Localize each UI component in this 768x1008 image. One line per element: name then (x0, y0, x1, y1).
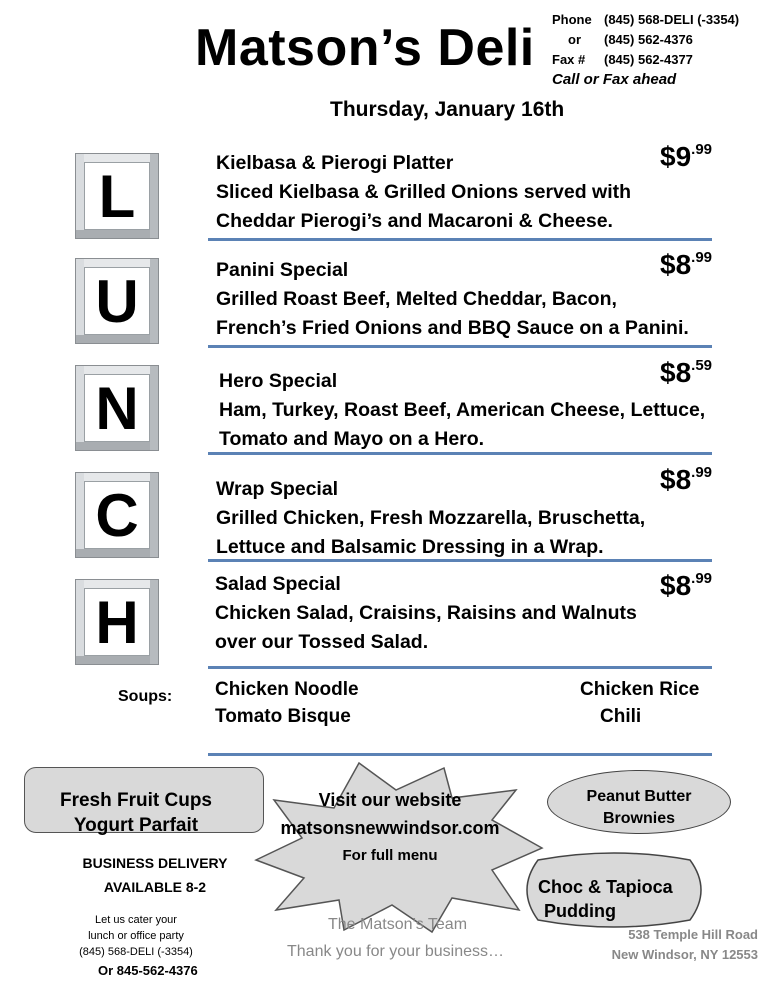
letter-key-u (75, 258, 159, 344)
price-cents: .99 (691, 249, 713, 266)
special-desc-line: Grilled Chicken, Fresh Mozzarella, Bruschetta, (216, 507, 646, 529)
special-item (215, 570, 637, 657)
contact-info (552, 10, 739, 90)
divider (208, 666, 712, 669)
address-line: New Windsor, NY 12553 (611, 947, 758, 962)
special-desc-line: Sliced Kielbasa & Grilled Onions served with (216, 181, 632, 203)
delivery-line: AVAILABLE 8-2 (103, 879, 207, 895)
special-item (216, 256, 689, 343)
or-label: or (568, 32, 581, 47)
catering-note (56, 912, 216, 960)
special-name: Hero Special (219, 370, 338, 392)
special-item (216, 475, 645, 562)
special-price (660, 141, 712, 173)
website-url[interactable]: matsonsnewwindsor.com (280, 818, 500, 838)
special-desc-line: Grilled Roast Beef, Melted Cheddar, Bacon, (216, 288, 617, 310)
thank-you-note: Thank you for your business… (287, 943, 504, 960)
address-line: 538 Temple Hill Road (628, 927, 758, 942)
letter-key-l (75, 153, 159, 239)
pudding-line: Choc & Tapioca (538, 877, 673, 897)
call-note: Call or Fax ahead (552, 71, 677, 88)
delivery-line: BUSINESS DELIVERY (82, 855, 228, 871)
special-name: Salad Special (215, 573, 341, 595)
fax-label: Fax # (552, 52, 586, 67)
divider (208, 345, 712, 348)
price-cents: .99 (691, 464, 713, 481)
website-heading: Visit our website (318, 790, 462, 810)
soup-item: Chili (600, 706, 642, 727)
phone-number: (845) 568-DELI (-3354) (604, 12, 740, 27)
special-name: Panini Special (216, 259, 349, 281)
price-dollars: $8 (660, 357, 692, 388)
special-desc-line: Cheddar Pierogi’s and Macaroni & Cheese. (216, 210, 613, 232)
price-dollars: $8 (660, 249, 692, 280)
fruit-line: Fresh Fruit Cups (59, 790, 212, 811)
fax-number: (845) 562-4377 (604, 52, 693, 67)
special-item (216, 149, 631, 236)
soup-item: Chicken Noodle (215, 679, 359, 700)
pudding-line: Pudding (544, 901, 616, 921)
business-delivery (62, 851, 248, 899)
divider (208, 559, 712, 562)
brownies-line: Brownies (602, 810, 675, 827)
brownies-text (547, 786, 731, 830)
special-price (660, 357, 712, 389)
fruit-line: Yogurt Parfait (73, 815, 199, 836)
special-desc-line: Ham, Turkey, Roast Beef, American Cheese, Lettuce, (219, 399, 706, 421)
letter-key-n (75, 365, 159, 451)
team-signature: The Matson’s Team (328, 916, 468, 933)
catering-line: Let us cater your (95, 914, 177, 926)
special-price (660, 249, 712, 281)
special-desc-line: Tomato and Mayo on a Hero. (219, 428, 485, 450)
website-note: For full menu (342, 847, 438, 864)
special-desc-line: Chicken Salad, Craisins, Raisins and Walnuts (215, 602, 637, 624)
price-dollars: $9 (660, 141, 692, 172)
price-dollars: $8 (660, 570, 692, 601)
catering-line: lunch or office party (88, 930, 184, 942)
pudding-text (538, 875, 673, 923)
special-name: Kielbasa & Pierogi Platter (216, 152, 454, 174)
price-cents: .99 (691, 141, 713, 158)
special-desc-line: French’s Fried Onions and BBQ Sauce on a Panini. (216, 317, 689, 339)
menu-date: Thursday, January 16th (330, 98, 565, 121)
special-desc-line: Lettuce and Balsamic Dressing in a Wrap. (216, 536, 604, 558)
special-price (660, 570, 712, 602)
page-title: Matson’s Deli (195, 19, 535, 77)
brownies-line: Peanut Butter (586, 788, 692, 805)
soups-label: Soups: (118, 688, 173, 705)
price-cents: .59 (691, 357, 713, 374)
special-price (660, 464, 712, 496)
phone-alt: (845) 562-4376 (604, 32, 693, 47)
divider (208, 753, 712, 756)
price-dollars: $8 (660, 464, 692, 495)
letter: L (84, 162, 150, 230)
letter: U (84, 267, 150, 335)
address (560, 925, 758, 965)
letter: N (84, 374, 150, 442)
special-name: Wrap Special (216, 478, 339, 500)
divider (208, 238, 712, 241)
phone-label: Phone (552, 12, 592, 27)
catering-alt-phone: Or 845-562-4376 (98, 963, 198, 978)
fruit-cups-box (24, 767, 264, 836)
price-cents: .99 (691, 570, 713, 587)
letter: H (84, 588, 150, 656)
letter-key-c (75, 472, 159, 558)
special-desc-line: over our Tossed Salad. (215, 631, 429, 653)
soup-item: Tomato Bisque (215, 706, 351, 727)
letter-key-h (75, 579, 159, 665)
divider (208, 452, 712, 455)
soup-item: Chicken Rice (580, 679, 700, 700)
special-item (219, 367, 705, 454)
catering-line: (845) 568-DELI (-3354) (79, 946, 193, 958)
letter: C (84, 481, 150, 549)
